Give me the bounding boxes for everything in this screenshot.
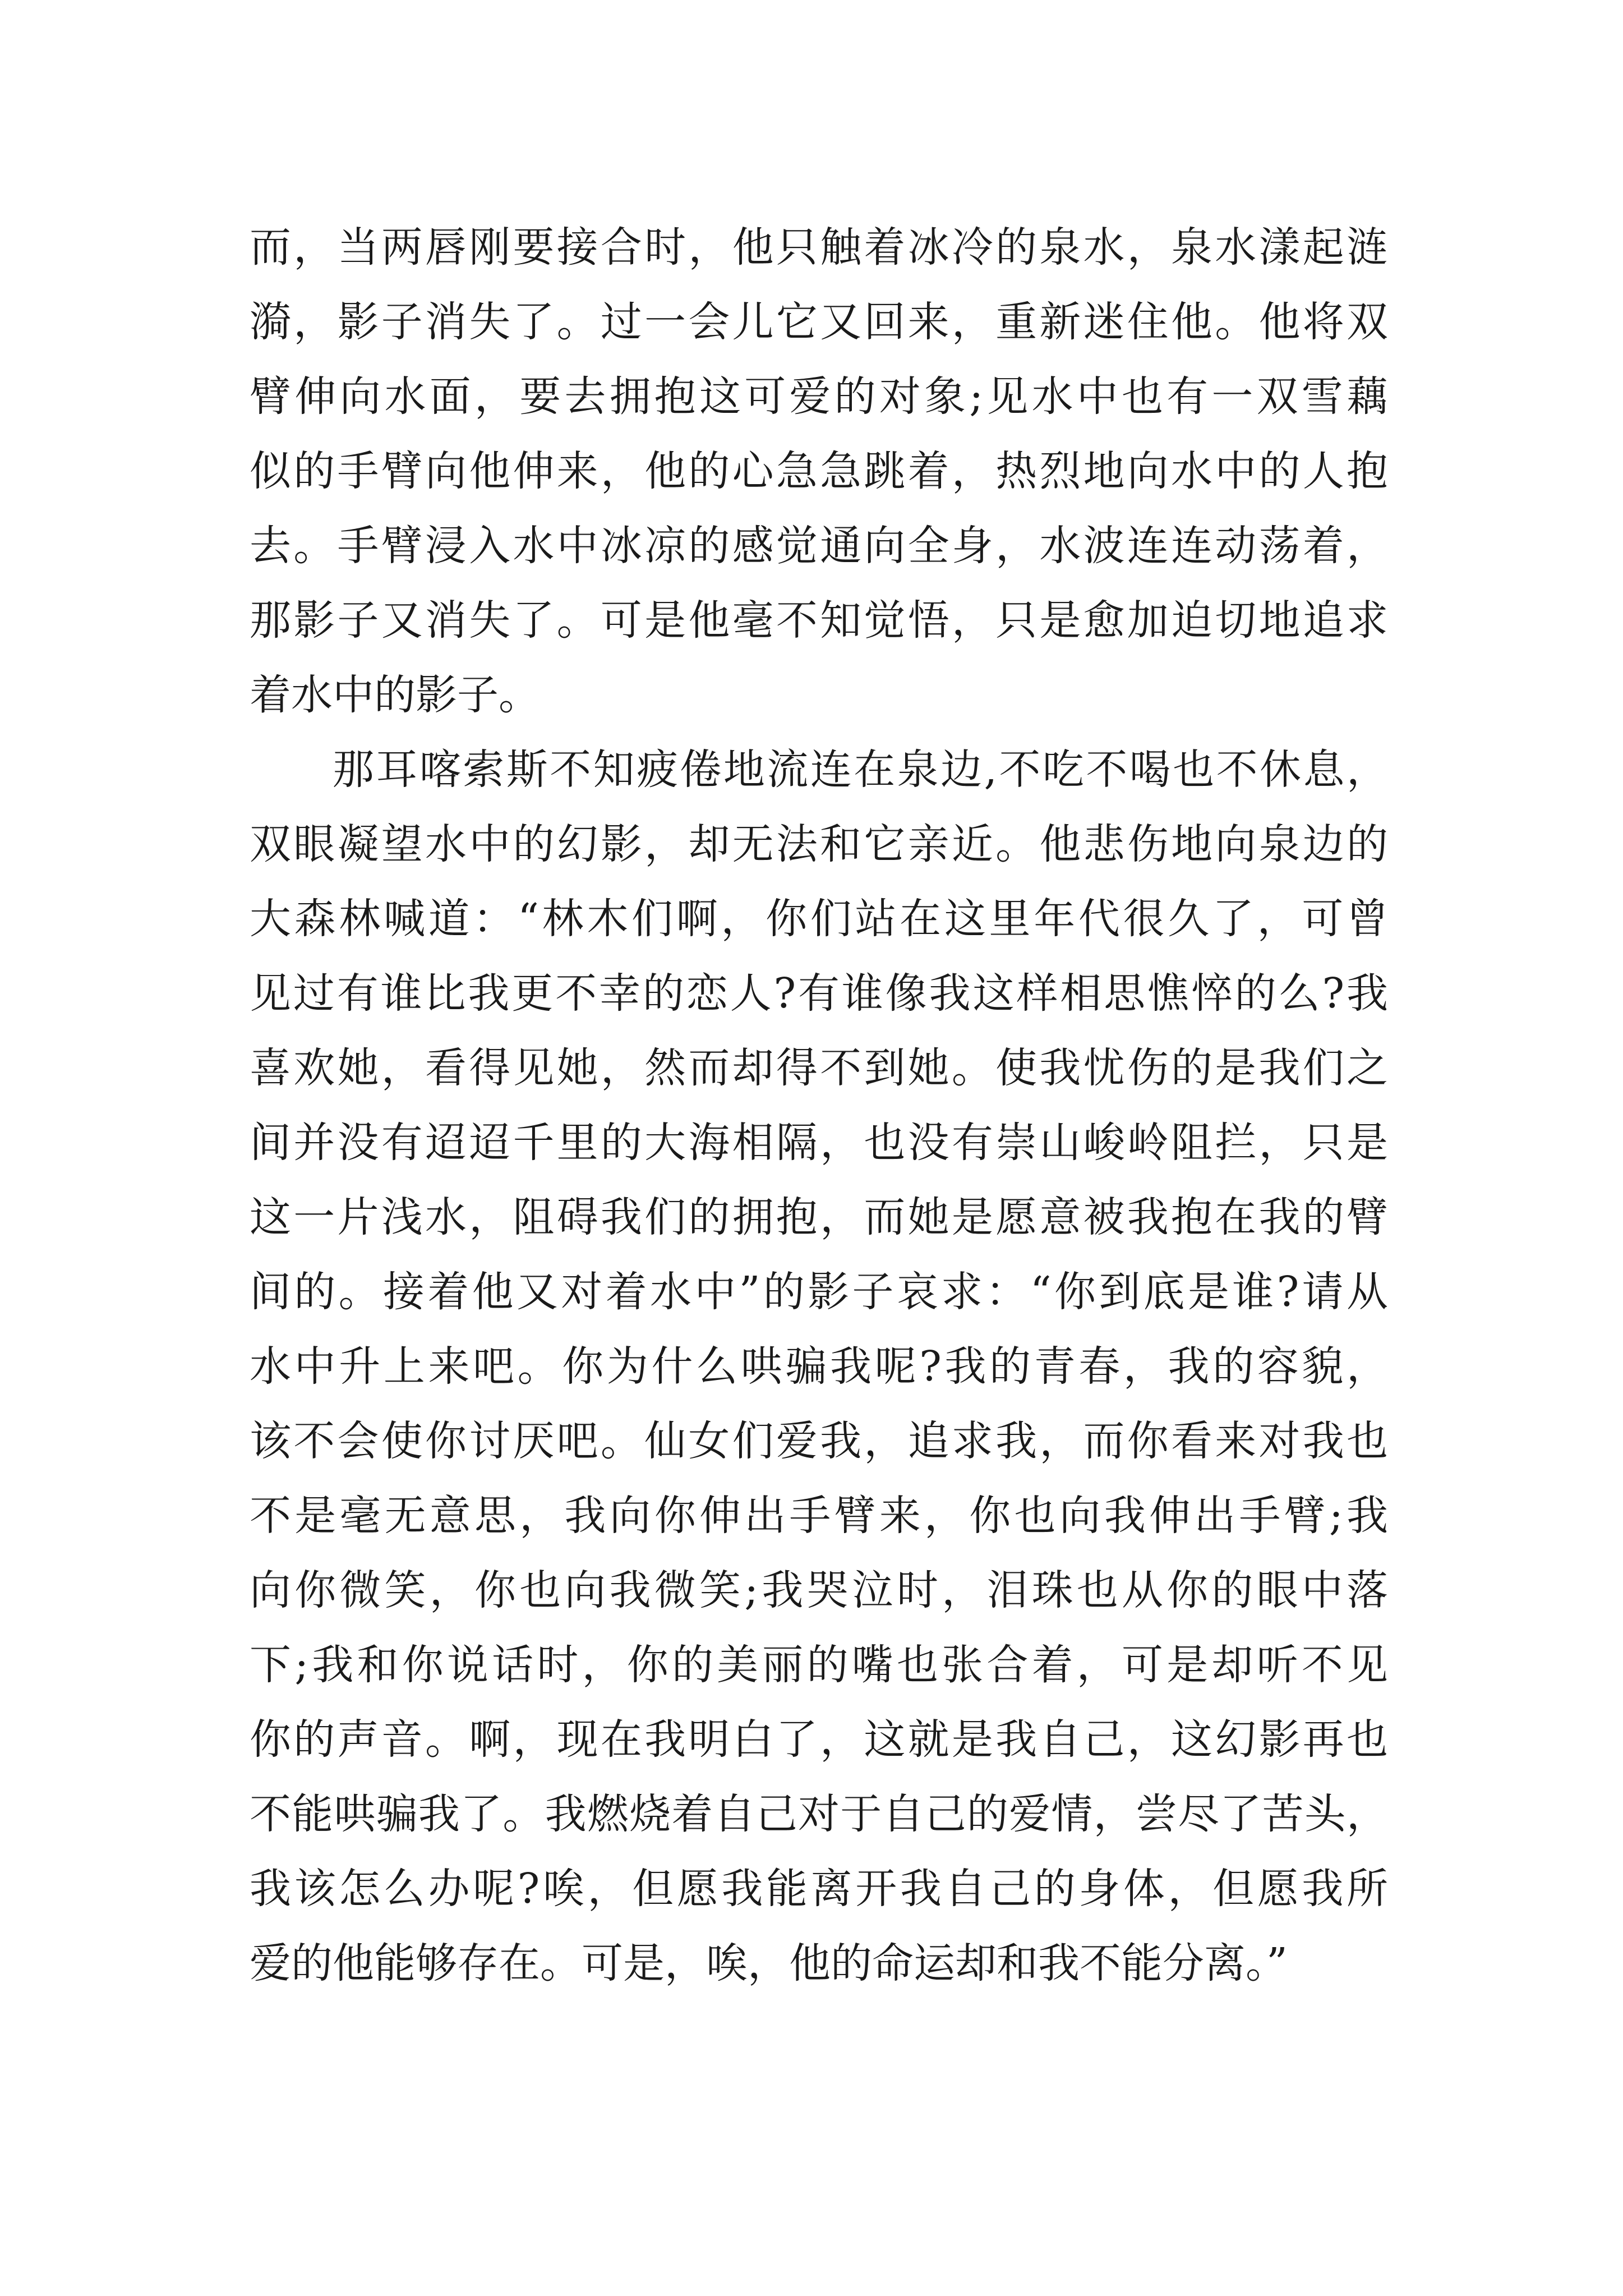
text-line: 臂伸向水面，要去拥抱这可爱的对象;见水中也有一双雪藕 [250, 372, 1388, 421]
text-line: 那影子又消失了。可是他毫不知觉悟，只是愈加迫切地追求 [250, 596, 1388, 645]
text-line: 漪，影子消失了。过一会儿它又回来，重新迷住他。他将双 [250, 298, 1388, 346]
text-line: 间的。接着他又对着水中”的影子哀求：“你到底是谁?请从 [250, 1268, 1388, 1316]
text-line: 你的声音。啊，现在我明白了，这就是我自己，这幻影再也 [250, 1715, 1388, 1764]
text-line: 爱的他能够存在。可是，唉，他的命运却和我不能分离。” [250, 1939, 1288, 1987]
text-line: 不是毫无意思，我向你伸出手臂来，你也向我伸出手臂;我 [250, 1492, 1388, 1540]
text-line: 似的手臂向他伸来，他的心急急跳着，热烈地向水中的人抱 [250, 447, 1388, 495]
text-line: 我该怎么办呢?唉，但愿我能离开我自己的身体，但愿我所 [250, 1865, 1388, 1913]
text-line: 见过有谁比我更不幸的恋人?有谁像我这样相思憔悴的么?我 [250, 969, 1388, 1018]
text-line: 而，当两唇刚要接合时，他只触着冰冷的泉水，泉水漾起涟 [250, 223, 1388, 272]
body-text [250, 210, 1388, 2001]
text-line: 这一片浅水，阻碍我们的拥抱，而她是愿意被我抱在我的臂 [250, 1193, 1388, 1241]
text-line: 下;我和你说话时，你的美丽的嘴也张合着，可是却听不见 [250, 1641, 1388, 1689]
text-line: 着水中的影子。 [250, 671, 540, 719]
text-line: 向你微笑，你也向我微笑;我哭泣时，泪珠也从你的眼中落 [250, 1566, 1388, 1614]
text-line: 双眼凝望水中的幻影，却无法和它亲近。他悲伤地向泉边的 [250, 820, 1388, 868]
paragraph-1 [250, 210, 1388, 733]
text-line: 该不会使你讨厌吧。仙女们爱我，追求我，而你看来对我也 [250, 1417, 1388, 1465]
text-line: 水中升上来吧。你为什么哄骗我呢?我的青春，我的容貌， [250, 1342, 1388, 1391]
text-line: 那耳喀索斯不知疲倦地流连在泉边,不吃不喝也不休息， [333, 746, 1388, 794]
paragraph-2 [250, 733, 1388, 2001]
text-line: 间并没有迢迢千里的大海相隔，也没有崇山峻岭阻拦，只是 [250, 1119, 1388, 1167]
text-line: 喜欢她，看得见她，然而却得不到她。使我忧伤的是我们之 [250, 1044, 1388, 1092]
text-line: 去。手臂浸入水中冰凉的感觉通向全身，水波连连动荡着， [250, 522, 1388, 570]
text-line: 大森林喊道：“林木们啊，你们站在这里年代很久了，可曾 [250, 895, 1388, 943]
text-line: 不能哄骗我了。我燃烧着自己对于自己的爱情，尝尽了苦头， [250, 1790, 1388, 1838]
